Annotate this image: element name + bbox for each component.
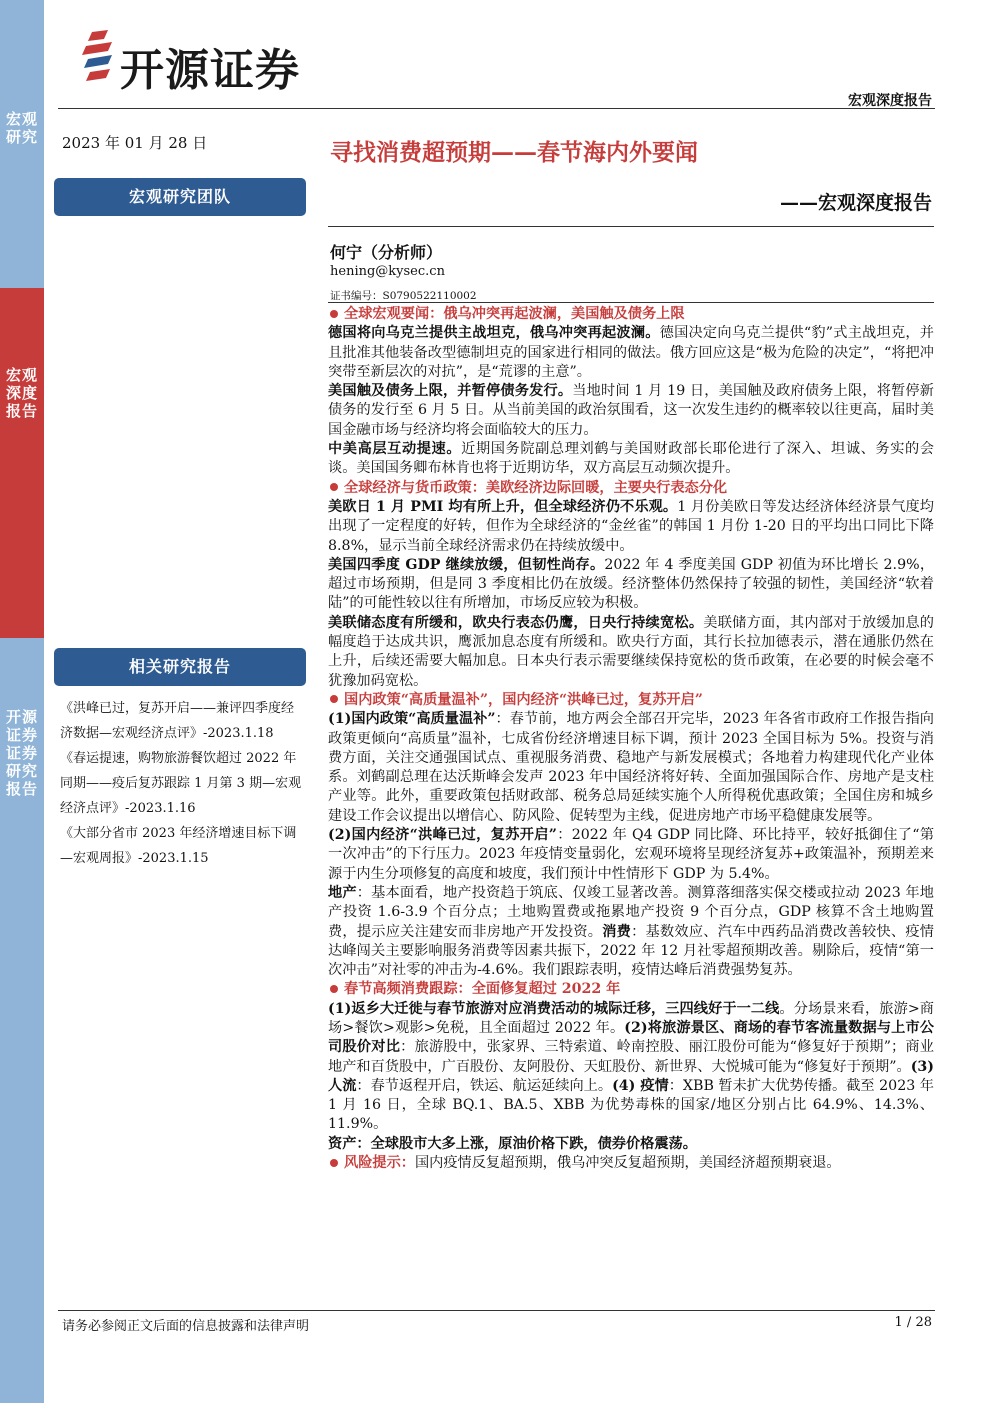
paragraph: (1)国内政策“高质量温补”：春节前，地方两会全部召开完毕，2023 年各省市政府工作报告指向政策更倾向“高质量”温补，七成省份经济增速目标下调，预计 2023 全国目标为 5%。投资与消费方面，关注交通强国试点、重视服务消费、稳地产与新发展模式；各地着力构建现代化产业体系。刘鹤副总理在达沃斯峰会发声 2023 年中国经济将好转、全面加强国际合作、房地产是支柱产业等。此外，重要政策包括财政部、税务总局延续实施个人所得税优惠政策；全国住房和城乡建设工作会议提出以增信心、防风险、促转型为主线，促进房地产市场平稳健康发展等。 [328, 711, 934, 824]
paragraph: (1)返乡大迁徙与春节旅游对应消费活动的城际迁移，三四线好于一二线。分场景来看，旅游>商场>餐饮>观影>免税，且全面超过 2022 年。(2)将旅游景区、商场的春节客流量数据与上市公司股价对比：旅游股中，张家界、三特索道、岭南控股、丽江股份可能为“修复好于预期”；商业地产和百货股中，广百股份、友阿股份、天虹股份、新世界、大悦城可能为“修复好于预期”。(3) 人流：春节返程开启，铁运、航运延续向上。(4) 疫情：XBB 暂未扩大优势传播。截至 2023 年 1 月 16 日，全球 BQ.1、BA.5、XBB 为优势毒株的国家/地区分别占比 64.9%、14.3%、11.9%。 [328, 1000, 934, 1133]
paragraph: 资产：全球股市大多上涨，原油价格下跌，债券价格震荡。 [328, 1135, 697, 1152]
side-strip-mid [0, 288, 44, 638]
paragraph: 美欧日 1 月 PMI 均有所上升，但全球经济仍不乐观。1 月份美欧日等发达经济体经济景气度均出现了一定程度的好转，但作为全球经济的“金丝雀”的韩国 1 月份 1-20 日的平均出口同比下降 8.8%，显示当前全球经济需求仍在持续放缓中。 [328, 498, 934, 554]
related-report-item[interactable]: 《春运提速，购物旅游餐饮超过 2022 年同期——疫后复苏跟踪 1 月第 3 期—宏观经济点评》-2023.1.16 [60, 751, 302, 816]
related-reports-list [60, 696, 305, 871]
side-strip-bottom [0, 638, 44, 1403]
kysec-logo-icon [82, 30, 116, 84]
report-date: 2023 年 01 月 28 日 [62, 134, 208, 152]
risk-warning: 风险提示：国内疫情反复超预期，俄乌冲突反复超预期，美国经济超预期衰退。 [328, 1154, 934, 1173]
analyst-name: 何宁（分析师） [330, 243, 443, 262]
section-heading: 全球经济与货币政策：美欧经济边际回暖，主要央行表态分化 [328, 479, 934, 498]
footer-divider [58, 1310, 935, 1311]
section-heading: 全球宏观要闻：俄乌冲突再起波澜，美国触及债务上限 [328, 305, 934, 324]
analyst-cert: 证书编号：S0790522110002 [330, 290, 477, 302]
related-report-item[interactable]: 《大部分省市 2023 年经济增速目标下调—宏观周报》-2023.1.15 [60, 826, 297, 866]
related-reports-box: 相关研究报告 [54, 648, 306, 686]
report-title: 寻找消费超预期——春节海内外要闻 [330, 139, 698, 166]
header-divider [58, 108, 935, 109]
section-heading: 国内政策“高质量温补”，国内经济“洪峰已过，复苏开启” [328, 691, 934, 710]
bullet-icon [330, 1159, 338, 1167]
bullet-icon [330, 483, 338, 491]
analyst-email[interactable]: hening@kysec.cn [330, 264, 445, 279]
analyst-divider [328, 302, 934, 303]
side-strip-top [0, 0, 44, 288]
bullet-icon [330, 985, 338, 993]
paragraph: 中美高层互动提速。近期国务院副总理刘鹤与美国财政部长耶伦进行了深入、坦诚、务实的会谈。美国国务卿布林肯也将于近期访华，双方高层互动频次提升。 [328, 441, 934, 477]
footer-disclaimer: 请务必参阅正文后面的信息披露和法律声明 [62, 1319, 310, 1334]
page-number: 1 / 28 [894, 1315, 932, 1330]
bullet-icon [330, 695, 338, 703]
side-strip-top-label: 宏观研究 [5, 110, 38, 146]
report-subtitle: ——宏观深度报告 [779, 192, 932, 214]
brand-name: 开源证券 [120, 45, 300, 96]
side-strip-bottom-label: 开源证券 证券研究报告 [5, 708, 38, 798]
paragraph: 德国将向乌克兰提供主战坦克，俄乌冲突再起波澜。德国决定向乌克兰提供“豹”式主战坦克，并且批准其他装备改型德制坦克的国家进行相同的做法。俄方回应这是“极为危险的决定”，“将把冲突带至新层次的对抗”，是“荒谬的主意”。 [328, 325, 934, 380]
report-body [328, 305, 934, 1173]
paragraph: 美联储态度有所缓和，欧央行表态仍鹰，日央行持续宽松。美联储方面，其内部对于放缓加息的幅度趋于达成共识，鹰派加息态度有所缓和。欧央行方面，其行长拉加德表示，潜在通胀仍然在上升，后续还需要大幅加息。日本央行表示需要继续保持宽松的货币政策，在必要的时候会毫不犹豫加码宽松。 [328, 614, 934, 689]
title-divider [328, 226, 934, 227]
section-heading: 春节高频消费跟踪：全面修复超过 2022 年 [328, 980, 934, 999]
team-box: 宏观研究团队 [54, 178, 306, 216]
paragraph: 地产：基本面看，地产投资趋于筑底、仅竣工显著改善。测算落细落实保交楼或拉动 2023 年地产投资 1.6-3.9 个百分点；土地购置费或拖累地产投资 9 个百分点，GDP 核算不含土地购置费，提示应关注建安而非房地产开发投资。消费：基数效应、汽车中西药品消费改善较快、疫情达峰闯关主要影响服务消费等因素共振下，2022 年 12 月社零超预期改善。剔除后，疫情“第一次冲击”对社零的冲击为-4.6%。我们跟踪表明，疫情达峰后消费强势复苏。 [328, 884, 934, 979]
header-tag: 宏观深度报告 [848, 93, 932, 109]
paragraph: (2)国内经济“洪峰已过，复苏开启”：2022 年 Q4 GDP 同比降、环比持平，较好抵御住了“第一次冲击”的下行压力。2023 年疫情变量弱化，宏观环境将呈现经济复苏+政策温补，预期差来源于内生分项修复的高度和坡度，我们预计中性情形下 GDP 为 5.4%。 [328, 827, 935, 882]
paragraph: 美国四季度 GDP 继续放缓，但韧性尚存。2022 年 4 季度美国 GDP 初值为环比增长 2.9%，超过市场预期，但是同 3 季度相比仍在放缓。经济整体仍然保持了较强的韧性，美国经济“软着陆”的可能性较以往有所增加，市场反应较为积极。 [328, 556, 935, 612]
paragraph: 美国触及债务上限，并暂停债务发行。当地时间 1 月 19 日，美国触及政府债务上限，将暂停新债务的发行至 6 月 5 日。从当前美国的政治氛围看，这一次发生违约的概率较以往更高，届时美国金融市场与经济均将会面临较大的压力。 [328, 383, 934, 438]
side-strip-mid-label: 宏观深度报告 [5, 366, 38, 420]
related-report-item[interactable]: 《洪峰已过，复苏开启——兼评四季度经济数据—宏观经济点评》-2023.1.18 [60, 701, 295, 741]
bullet-icon [330, 310, 338, 318]
